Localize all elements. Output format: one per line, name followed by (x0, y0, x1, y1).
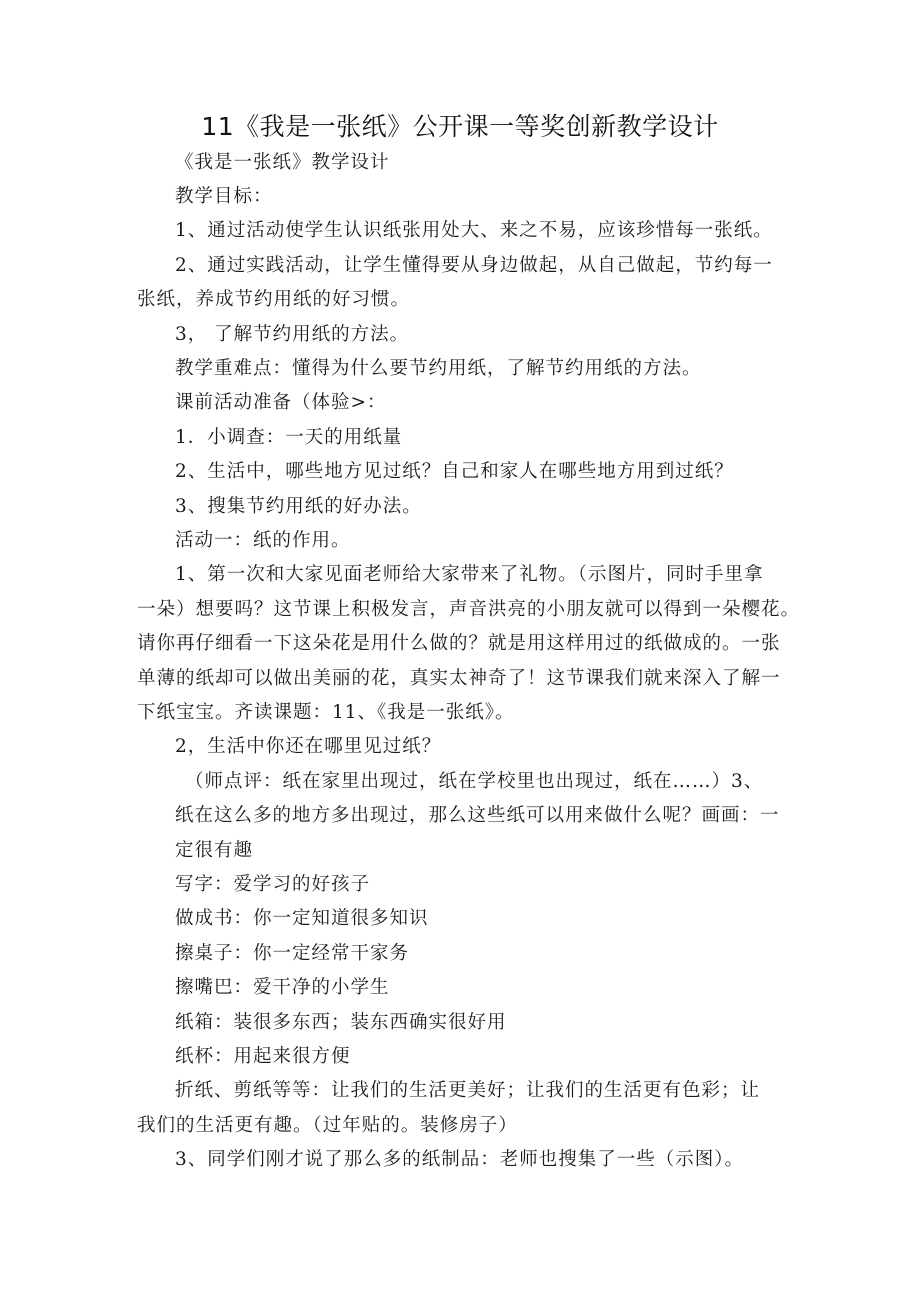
paragraph-line: 折纸、剪纸等等：让我们的生活更美好；让我们的生活更有色彩；让 (175, 1080, 761, 1101)
paragraph-line: 做成书：你一定知道很多知识 (175, 908, 429, 929)
paragraph-line: 下纸宝宝。齐读课题：11、《我是一张纸》。 (137, 702, 515, 723)
paragraph-line: 3、搜集节约用纸的好办法。 (175, 496, 422, 517)
paragraph-line: 纸杯：用起来很方便 (175, 1046, 351, 1067)
paragraph-line: 2、生活中，哪些地方见过纸？自己和家人在哪些地方用到过纸？ (175, 461, 734, 482)
paragraph-line: 教学重难点：懂得为什么要节约用纸，了解节约用纸的方法。 (175, 358, 702, 379)
paragraph-line: 写字：爱学习的好孩子 (175, 874, 371, 895)
paragraph-line: 纸箱：装很多东西；装东西确实很好用 (175, 1012, 507, 1033)
paragraph-line: 一朵）想要吗？这节课上积极发言，声音洪亮的小朋友就可以得到一朵樱花。 (137, 599, 801, 620)
paragraph-line: （师点评：纸在家里出现过，纸在学校里也出现过，纸在……）3、 (185, 771, 764, 792)
paragraph-line: 张纸，养成节约用纸的好习惯。 (137, 289, 411, 310)
paragraph-line: 3， 了解节约用纸的方法。 (175, 324, 410, 345)
paragraph-line: 1．小调查：一天的用纸量 (175, 427, 403, 448)
paragraph-line: 1、第一次和大家见面老师给大家带来了礼物。（示图片，同时手里拿 (175, 564, 764, 585)
paragraph-line: 2，生活中你还在哪里见过纸？ (175, 736, 442, 757)
subtitle-line: 《我是一张纸》教学设计 (175, 152, 390, 173)
paragraph-line: 擦嘴巴：爱干净的小学生 (175, 977, 390, 998)
paragraph-line: 教学目标： (175, 186, 273, 207)
paragraph-line: 活动一：纸的作用。 (175, 530, 351, 551)
paragraph-line: 定很有趣 (175, 840, 254, 861)
paragraph-line: 课前活动准备（体验>： (175, 392, 387, 413)
paragraph-line: 3、同学们刚才说了那么多的纸制品：老师也搜集了一些（示图）。 (175, 1149, 745, 1170)
paragraph-line: 擦桌子：你一定经常干家务 (175, 943, 410, 964)
paragraph-line: 1、通过活动使学生认识纸张用处大、来之不易，应该珍惜每一张纸。 (175, 220, 773, 241)
paragraph-line: 单薄的纸却可以做出美丽的花，真实太神奇了！这节课我们就来深入了解一 (137, 668, 781, 689)
document-title: 11《我是一张纸》公开课一等奖创新教学设计 (201, 112, 719, 141)
paragraph-line: 我们的生活更有趣。（过年贴的。装修房子） (137, 1115, 518, 1136)
paragraph-line: 2、通过实践活动，让学生懂得要从身边做起，从自己做起，节约每一 (175, 255, 773, 276)
paragraph-line: 请你再仔细看一下这朵花是用什么做的？就是用这样用过的纸做成的。一张 (137, 633, 781, 654)
paragraph-line: 纸在这么多的地方多出现过，那么这些纸可以用来做什么呢？画画：一 (175, 805, 780, 826)
